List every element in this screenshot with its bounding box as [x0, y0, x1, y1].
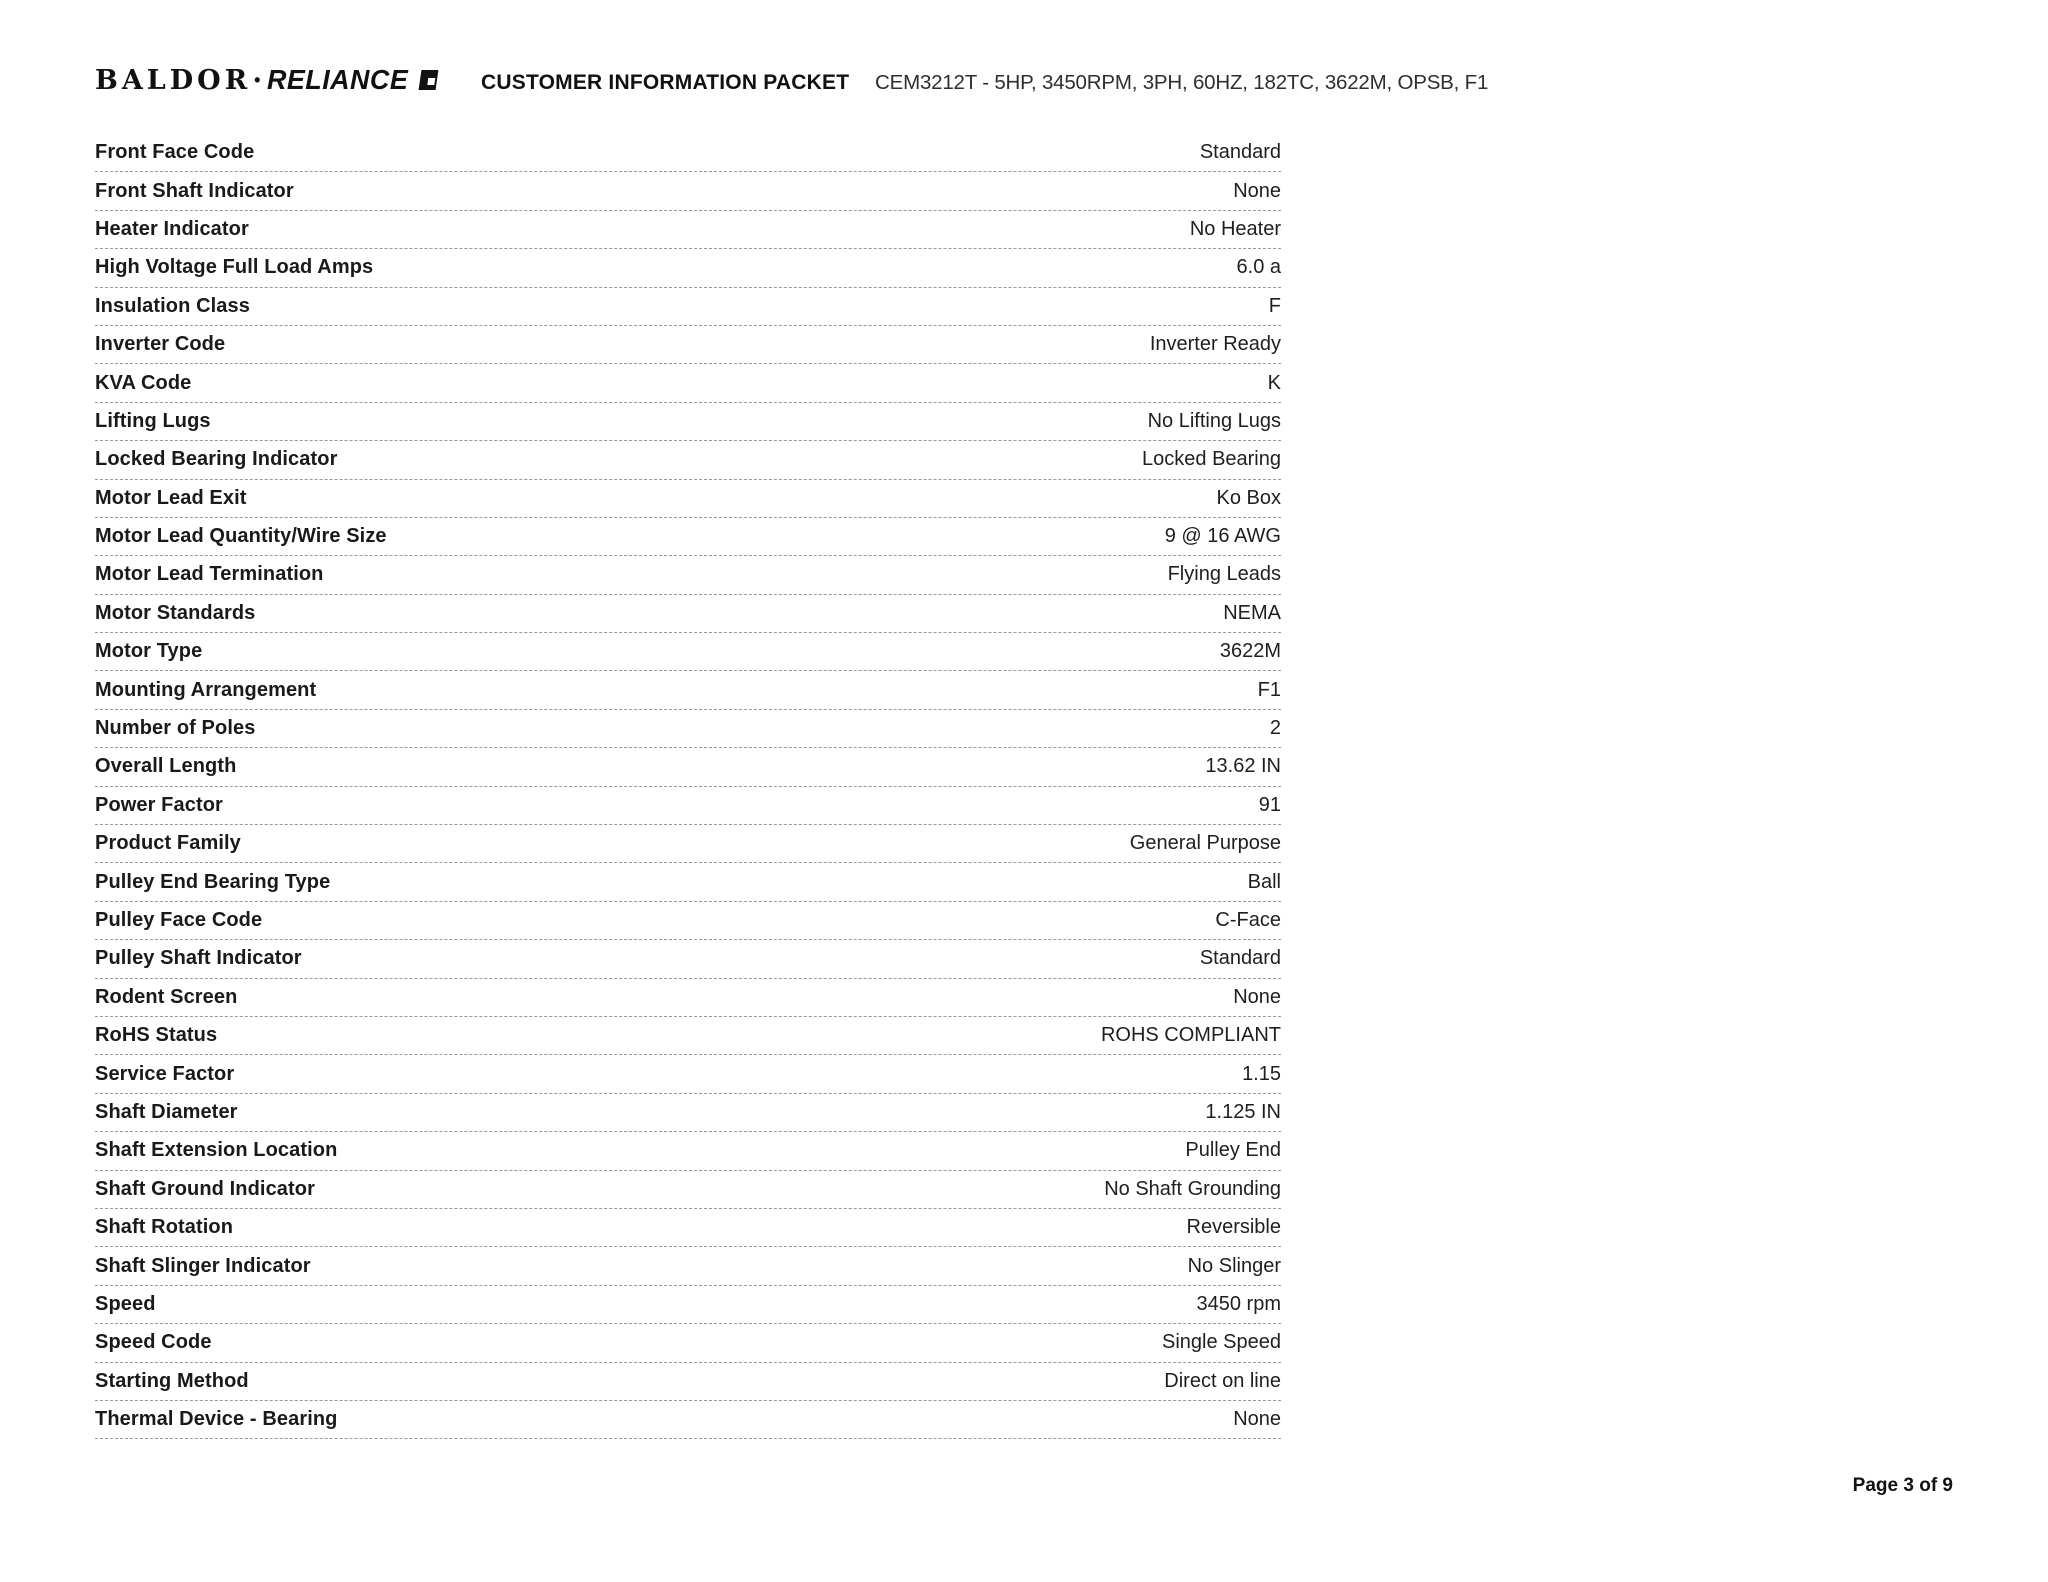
spec-row	[95, 979, 1281, 1017]
spec-value: 9 @ 16 AWG	[1164, 525, 1281, 548]
spec-label: Shaft Ground Indicator	[95, 1177, 315, 1200]
spec-row	[95, 825, 1281, 863]
spec-label: Heater Indicator	[95, 217, 249, 240]
spec-label: Front Face Code	[95, 141, 255, 164]
spec-value: Ko Box	[1216, 486, 1281, 509]
spec-value: General Purpose	[1129, 832, 1281, 855]
spec-label: Insulation Class	[95, 294, 250, 317]
spec-value: Standard	[1199, 947, 1281, 970]
spec-value: None	[1233, 1408, 1281, 1431]
spec-label: Pulley End Bearing Type	[95, 870, 331, 893]
spec-value: K	[1267, 371, 1281, 394]
spec-value: No Shaft Grounding	[1104, 1177, 1281, 1200]
spec-label: Motor Lead Termination	[95, 563, 324, 586]
logo-separator-dot-icon: •	[254, 69, 261, 90]
spec-label: RoHS Status	[95, 1024, 218, 1047]
spec-label: Motor Type	[95, 640, 203, 663]
spec-label: Motor Standards	[95, 601, 256, 624]
spec-label: Number of Poles	[95, 717, 256, 740]
spec-value: C-Face	[1215, 909, 1281, 931]
baldor-reliance-logo	[95, 64, 437, 96]
spec-row	[95, 403, 1281, 441]
spec-label: Speed	[95, 1292, 156, 1315]
spec-label: Shaft Diameter	[95, 1100, 238, 1123]
spec-label: Overall Length	[95, 755, 237, 778]
spec-row	[95, 211, 1281, 249]
spec-value: None	[1233, 985, 1281, 1008]
spec-row	[95, 1286, 1281, 1324]
spec-row	[95, 249, 1281, 287]
spec-value: Single Speed	[1162, 1331, 1281, 1354]
spec-value: F1	[1257, 678, 1281, 701]
spec-row	[95, 902, 1281, 940]
spec-label: Motor Lead Quantity/Wire Size	[95, 525, 387, 548]
spec-row	[95, 480, 1281, 518]
spec-value: F	[1268, 294, 1281, 317]
spec-table	[95, 134, 1281, 1439]
spec-value: Locked Bearing	[1142, 448, 1281, 471]
spec-label: Starting Method	[95, 1369, 249, 1392]
spec-value: 6.0 a	[1236, 256, 1281, 279]
spec-label: Rodent Screen	[95, 985, 238, 1008]
spec-label: Pulley Shaft Indicator	[95, 947, 302, 970]
spec-value: 3622M	[1219, 640, 1281, 663]
spec-value: NEMA	[1223, 601, 1281, 624]
spec-value: No Lifting Lugs	[1147, 409, 1281, 432]
spec-row	[95, 1094, 1281, 1132]
spec-row	[95, 326, 1281, 364]
spec-value: 1.15	[1242, 1062, 1281, 1085]
spec-value: Inverter Ready	[1149, 333, 1281, 356]
spec-row	[95, 556, 1281, 594]
spec-label: Shaft Slinger Indicator	[95, 1254, 311, 1277]
spec-value: Reversible	[1186, 1216, 1281, 1239]
product-model-subtitle: CEM3212T - 5HP, 3450RPM, 3PH, 60HZ, 182TC, 3622M, OPSB, F1	[875, 71, 1489, 94]
spec-label: Speed Code	[95, 1331, 212, 1354]
spec-value: Ball	[1247, 870, 1281, 893]
spec-label: Mounting Arrangement	[95, 678, 317, 701]
spec-label: Shaft Extension Location	[95, 1139, 338, 1162]
brand-reliance-text: RELIANCE	[267, 64, 409, 95]
spec-value: 3450 rpm	[1196, 1292, 1281, 1315]
spec-row	[95, 787, 1281, 825]
page-number: Page 3 of 9	[1852, 1475, 1953, 1496]
spec-label: Front Shaft Indicator	[95, 179, 294, 202]
spec-label: Service Factor	[95, 1062, 235, 1085]
spec-row	[95, 1401, 1281, 1439]
packet-title: CUSTOMER INFORMATION PACKET	[481, 71, 850, 94]
spec-row	[95, 441, 1281, 479]
spec-row	[95, 1017, 1281, 1055]
spec-value: 1.125 IN	[1205, 1100, 1281, 1123]
spec-row	[95, 364, 1281, 402]
spec-row	[95, 288, 1281, 326]
spec-row	[95, 710, 1281, 748]
spec-value: 91	[1258, 793, 1281, 816]
spec-row	[95, 1171, 1281, 1209]
spec-label: Shaft Rotation	[95, 1216, 234, 1239]
spec-label: High Voltage Full Load Amps	[95, 256, 374, 279]
spec-row	[95, 1209, 1281, 1247]
spec-label: Product Family	[95, 832, 241, 855]
spec-label: Pulley Face Code	[95, 909, 263, 931]
spec-row	[95, 1055, 1281, 1093]
spec-row	[95, 671, 1281, 709]
spec-row	[95, 1247, 1281, 1285]
spec-label: Lifting Lugs	[95, 409, 211, 432]
spec-row	[95, 1132, 1281, 1170]
spec-label: KVA Code	[95, 371, 192, 394]
spec-value: Pulley End	[1185, 1139, 1281, 1162]
spec-value: 13.62 IN	[1205, 755, 1281, 778]
spec-row	[95, 863, 1281, 901]
spec-value: ROHS COMPLIANT	[1100, 1024, 1281, 1047]
spec-row	[95, 595, 1281, 633]
spec-row	[95, 633, 1281, 671]
spec-label: Thermal Device - Bearing	[95, 1408, 338, 1431]
spec-label: Locked Bearing Indicator	[95, 448, 338, 471]
spec-value: 2	[1269, 717, 1281, 740]
spec-value: Flying Leads	[1167, 563, 1281, 586]
spec-value: Standard	[1199, 141, 1281, 164]
spec-value: None	[1233, 179, 1281, 202]
reliance-trademark-icon	[418, 70, 438, 90]
spec-row	[95, 134, 1281, 172]
spec-value: No Slinger	[1187, 1254, 1281, 1277]
spec-row	[95, 748, 1281, 786]
spec-row	[95, 1324, 1281, 1362]
spec-value: Direct on line	[1164, 1369, 1281, 1392]
spec-label: Power Factor	[95, 793, 223, 816]
spec-label: Motor Lead Exit	[95, 486, 247, 509]
spec-row	[95, 518, 1281, 556]
spec-row	[95, 940, 1281, 978]
spec-value: No Heater	[1189, 217, 1281, 240]
spec-row	[95, 172, 1281, 210]
spec-row	[95, 1363, 1281, 1401]
spec-label: Inverter Code	[95, 333, 226, 356]
brand-baldor-text: BALDOR	[95, 64, 252, 96]
